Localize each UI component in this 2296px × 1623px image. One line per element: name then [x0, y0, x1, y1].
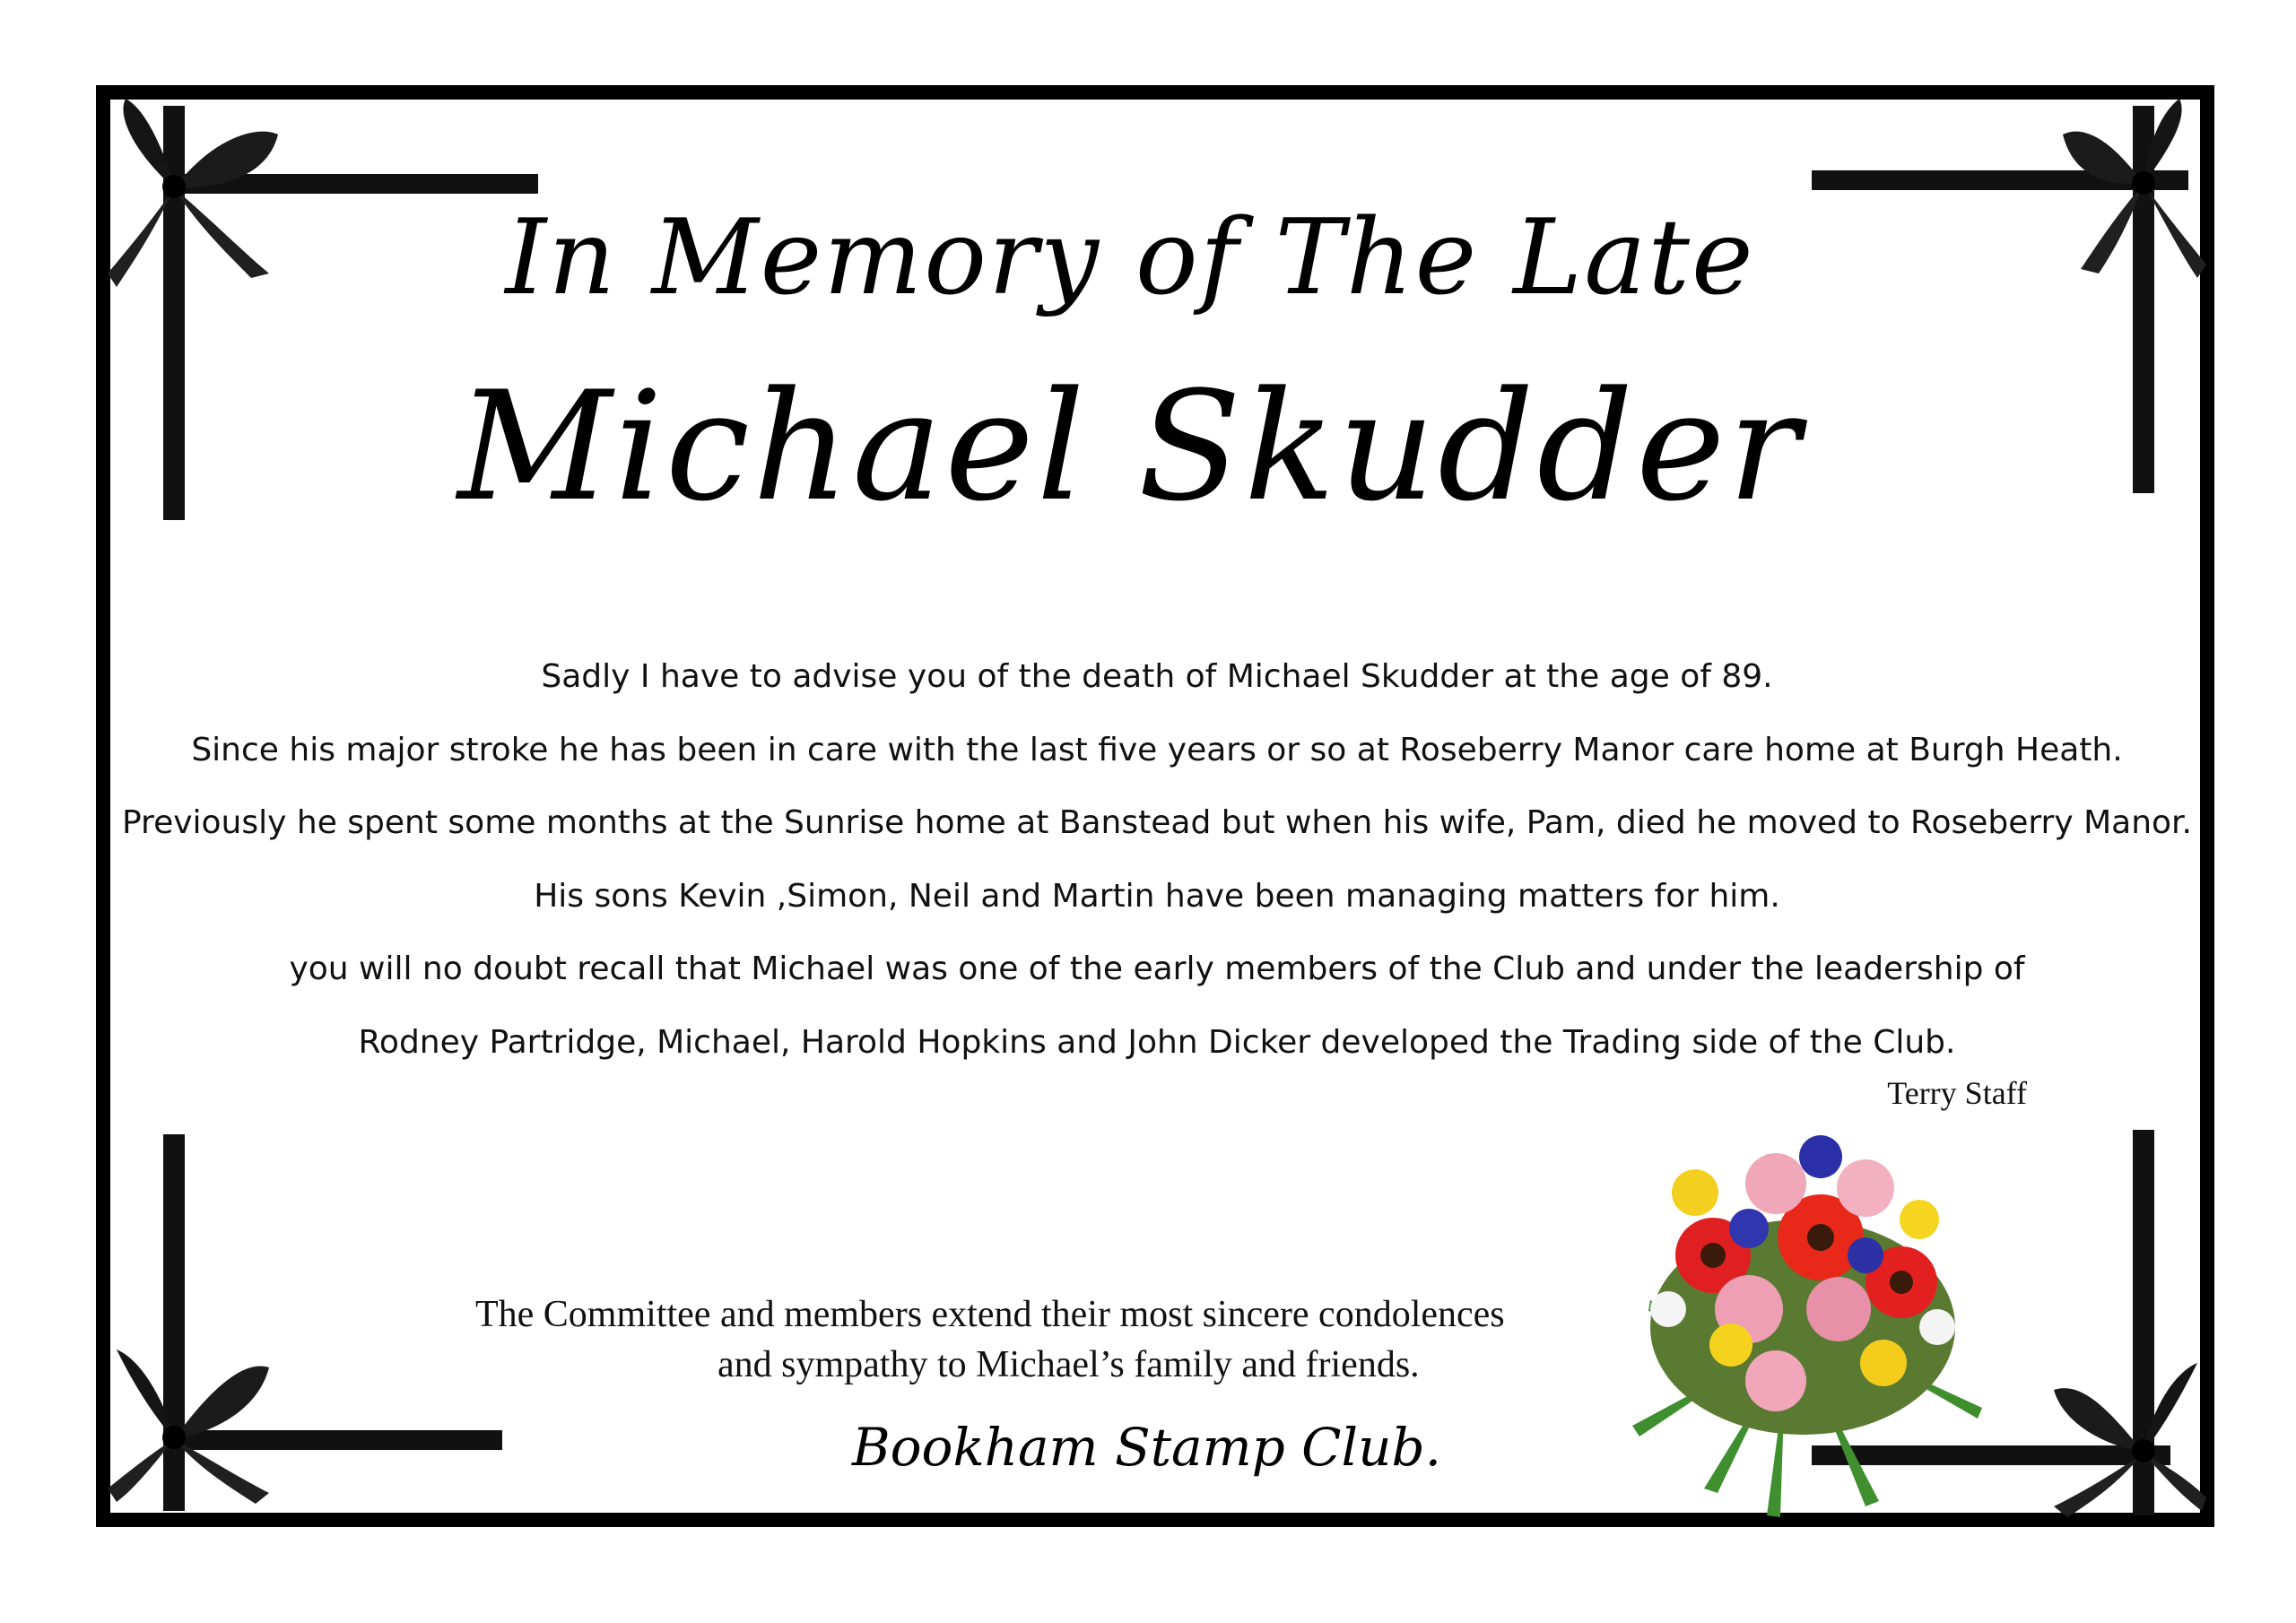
- announcement-line: Rodney Partridge, Michael, Harold Hopkins and John Dicker developed the Trading side of the Club.: [358, 1023, 1956, 1061]
- announcement-line: Sadly I have to advise you of the death of Michael Skudder at the age of 89.: [541, 658, 1773, 695]
- announcement-text: [99, 640, 2215, 1079]
- condolence-line: and sympathy to Michael’s family and friends.: [718, 1344, 1420, 1385]
- announcement-line: His sons Kevin ,Simon, Neil and Martin have been managing matters for him.: [534, 877, 1780, 915]
- deceased-name: Michael Skudder: [457, 359, 1803, 534]
- memorial-heading: In Memory of The Late: [505, 197, 1755, 318]
- announcement-line: Previously he spent some months at the Sunrise home at Banstead but when his wife, Pam, died he moved to Roseberry Manor.: [121, 804, 2192, 841]
- condolence-line: The Committee and members extend their most sincere condolences: [475, 1294, 1505, 1335]
- signoff-author: Terry Staff: [1887, 1075, 2027, 1111]
- flower-bouquet-icon: [1596, 1103, 2063, 1524]
- announcement-line: Since his major stroke he has been in care with the last five years or so at Roseberry Manor care home at Burgh Heath.: [191, 731, 2123, 768]
- condolence-message: [448, 1289, 1632, 1390]
- corner-ribbon-bottom-left-icon: [108, 1134, 502, 1520]
- club-signature: Bookham Stamp Club.: [852, 1417, 1442, 1478]
- announcement-line: you will no doubt recall that Michael was one of the early members of the Club and under the leadership of: [289, 950, 2025, 987]
